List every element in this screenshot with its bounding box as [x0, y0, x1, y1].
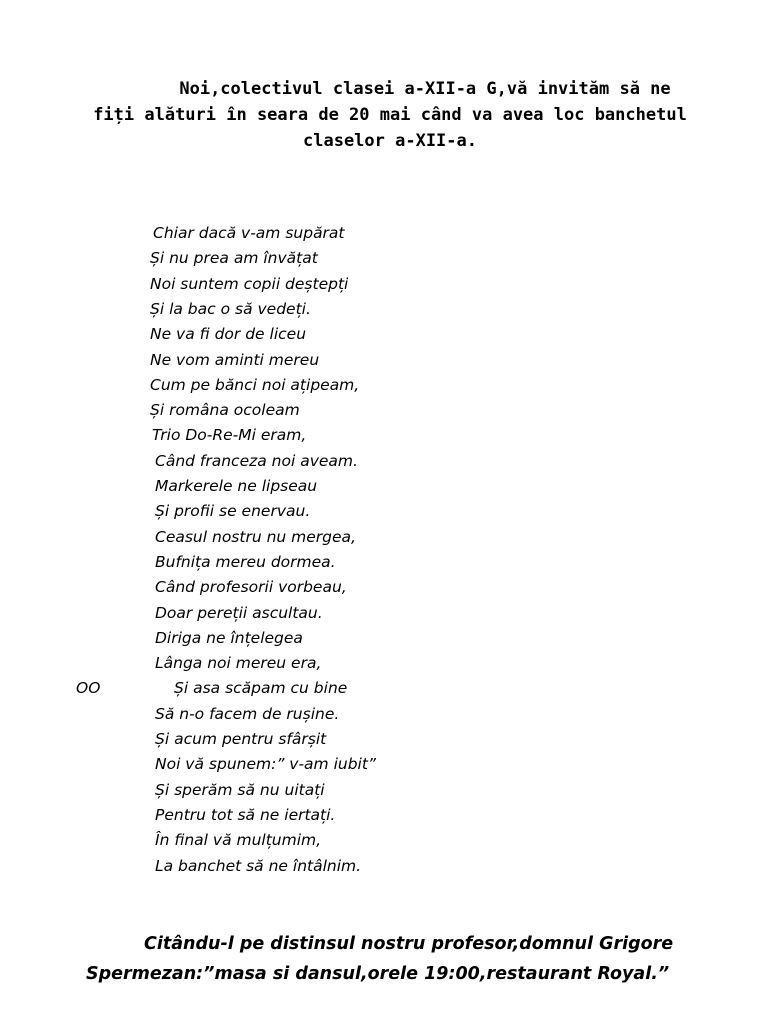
poem-verse: Când profesorii vorbeau, — [155, 578, 347, 597]
poem-verse: Și sperăm să nu uitați — [155, 780, 325, 799]
poem-verse: Și profii se enervau. — [155, 502, 311, 521]
poem-verse: Doar pereții ascultau. — [155, 603, 323, 622]
poem-verse: Pentru tot să ne iertați. — [155, 805, 336, 824]
poem-verse: Noi suntem copii deștepți — [150, 274, 349, 293]
poem-verse: Markerele ne lipseau — [155, 477, 318, 495]
poem-verse: Să n-o facem de rușine. — [155, 704, 340, 723]
poem-verse: Chiar dacă v-am supărat — [153, 224, 345, 242]
closing-quote — [60, 929, 740, 989]
poem-verse: Trio Do-Re-Mi eram, — [152, 426, 307, 445]
margin-note: OO — [76, 679, 101, 698]
poem-verse: Ne va fi dor de liceu — [150, 325, 307, 344]
poem-verse: Și acum pentru sfârșit — [155, 730, 327, 748]
poem-verse: Cum pe bănci noi ațipeam, — [150, 375, 360, 394]
intro-line: Noi,colectivul clasei a-XII-a G,vă invităm să ne — [179, 79, 671, 99]
poem-verse: Ceasul nostru nu mergea, — [155, 527, 356, 546]
poem-verse: Și la bac o să vedeți. — [150, 299, 311, 318]
poem-verse: În final vă mulțumim, — [155, 831, 322, 850]
poem-verse: Când franceza noi aveam. — [155, 451, 358, 470]
invitation-intro — [60, 76, 720, 154]
intro-line: claselor a-XII-a. — [303, 131, 477, 151]
quote-line: Spermezan:”masa si dansul,orele 19:00,restaurant Royal.” — [86, 964, 670, 984]
poem-verse: Și româna ocoleam — [150, 401, 300, 420]
poem-verse: La banchet să ne întâlnim. — [155, 856, 362, 875]
poem-verse: Lânga noi mereu era, — [155, 654, 322, 673]
poem-verse: Bufnița mereu dormea. — [155, 552, 336, 571]
poem-verse: Noi vă spunem:” v-am iubit” — [155, 755, 376, 774]
intro-line: fiți alături în seara de 20 mai când va avea loc banchetul — [93, 105, 687, 125]
poem-verse: Diriga ne înțelegea — [155, 628, 303, 647]
poem-verse: Și nu prea am învățat — [150, 249, 318, 268]
poem-verse: Și asa scăpam cu bine — [174, 679, 348, 698]
quote-line: Citându-l pe distinsul nostru profesor,domnul Grigore — [144, 934, 674, 954]
poem-verse: Ne vom aminti mereu — [150, 350, 320, 369]
